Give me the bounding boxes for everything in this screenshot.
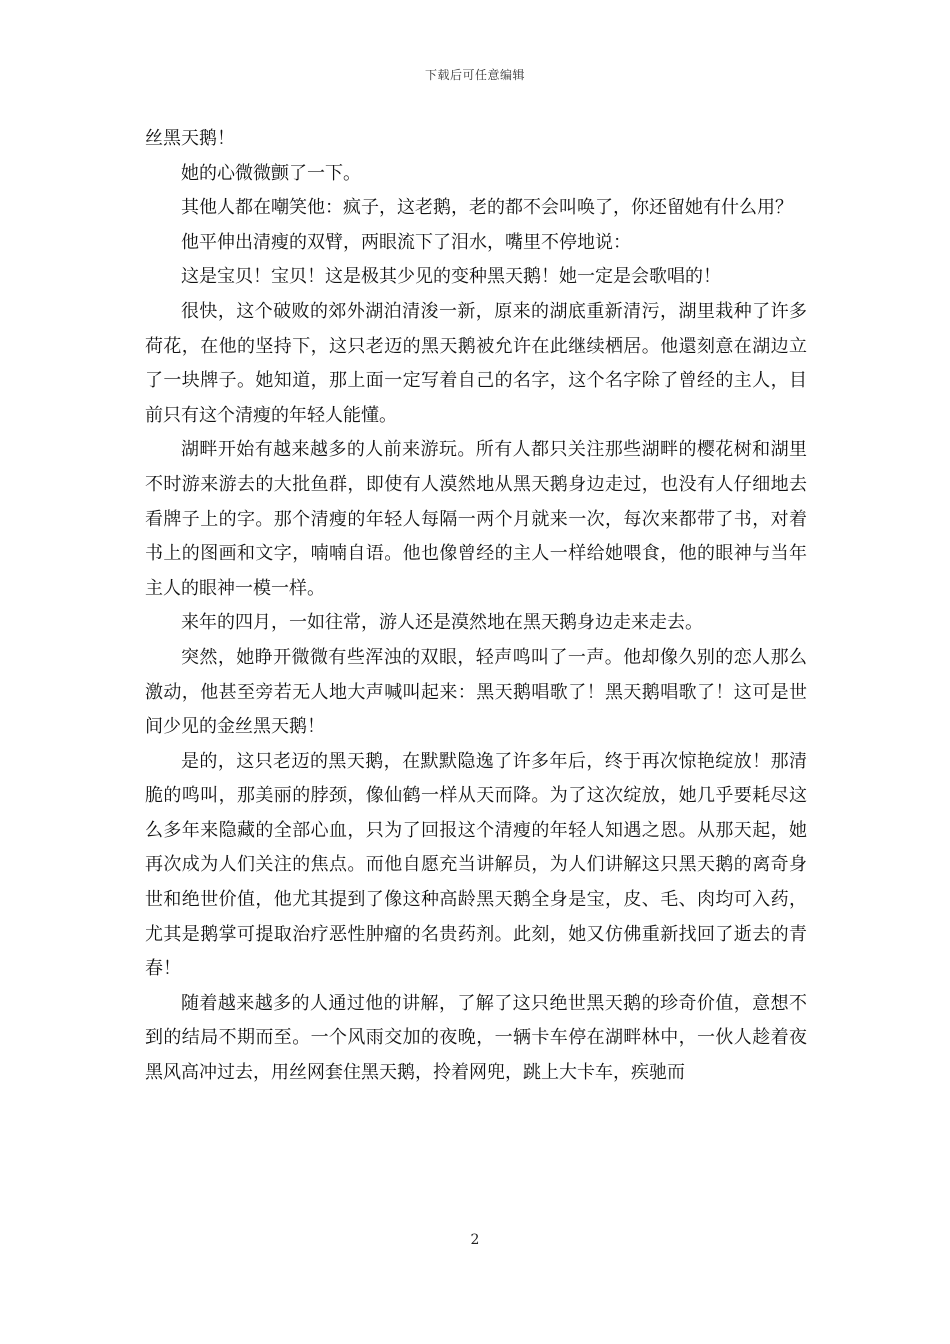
paragraph-10: 是的，这只老迈的黑天鹅，在默默隐逸了许多年后，终于再次惊艳绽放！那清脆的鸣叫，那美丽的脖颈，像仙鹤一样从天而降。为了这次绽放，她几乎要耗尽这么多年来隐藏的全部心血，只为了回报这个清瘦的年轻人知遇之恩。从那天起，她再次成为人们关注的焦点。而他自愿充当讲解员，为人们讲解这只黑天鹅的离奇身世和绝世价值，他尤其提到了像这种高龄黑天鹅全身是宝，皮、毛、肉均可入药，尤其是鹅掌可提取治疗恶性肿瘤的名贵药剂。此刻，她又仿佛重新找回了逝去的青春！ xyxy=(145,750,807,980)
paragraph-11: 随着越来越多的人通过他的讲解，了解了这只绝世黑天鹅的珍奇价值，意想不到的结局不期而至。一个风雨交加的夜晚，一辆卡车停在湖畔林中，一伙人趁着夜黑风高冲过去，用丝网套住黑天鹅，拎着网兜，跳上大卡车，疾驰而 xyxy=(145,992,807,1084)
document-body xyxy=(145,122,807,1091)
paragraph-2: 她的心微微颤了一下。 xyxy=(181,162,361,184)
paragraph-5: 这是宝贝！宝贝！这是极其少见的变种黑天鹅！她一定是会歌唱的！ xyxy=(181,266,721,288)
paragraph-6: 很快，这个破败的郊外湖泊清浚一新，原来的湖底重新清污，湖里栽种了许多荷花，在他的坚持下，这只老迈的黑天鹅被允许在此继续栖居。他還刻意在湖边立了一块牌子。她知道，那上面一定写着自己的名字，这个名字除了曾经的主人，目前只有这个清瘦的年轻人能懂。 xyxy=(145,300,807,426)
paragraph-7: 湖畔开始有越来越多的人前来游玩。所有人都只关注那些湖畔的樱花树和湖里不时游来游去的大批鱼群，即使有人漠然地从黑天鹅身边走过，也没有人仔细地去看牌子上的字。那个清瘦的年轻人每隔一两个月就来一次，每次来都带了书，对着书上的图画和文字，喃喃自语。他也像曾经的主人一样给她喂食，他的眼神与当年主人的眼神一模一样。 xyxy=(145,439,807,599)
page-number: 2 xyxy=(470,1232,480,1248)
page-header: 下载后可任意编辑 xyxy=(424,68,525,82)
paragraph-9: 突然，她睁开微微有些浑浊的双眼，轻声鸣叫了一声。他却像久别的恋人那么激动，他甚至旁若无人地大声喊叫起来：黑天鹅唱歌了！黑天鹅唱歌了！这可是世间少见的金丝黑天鹅！ xyxy=(145,646,807,738)
paragraph-8: 来年的四月，一如往常，游人还是漠然地在黑天鹅身边走来走去。 xyxy=(181,612,703,634)
paragraph-4: 他平伸出清瘦的双臂，两眼流下了泪水，嘴里不停地说： xyxy=(181,231,631,253)
paragraph-1: 丝黑天鹅！ xyxy=(145,128,235,149)
paragraph-3: 其他人都在嘲笑他：疯子，这老鹅，老的都不会叫唤了，你还留她有什么用？ xyxy=(181,197,793,219)
